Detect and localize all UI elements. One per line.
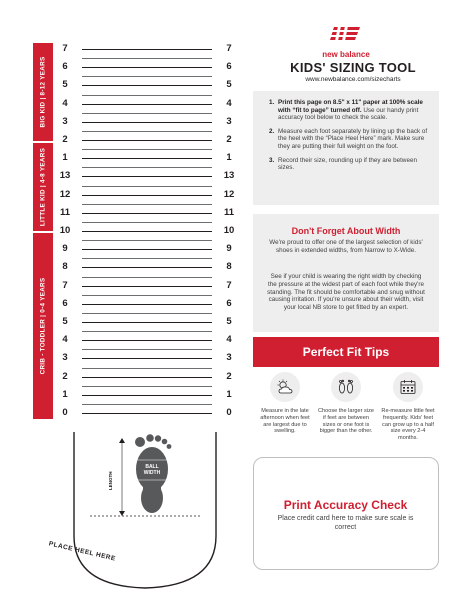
tip-afternoon [257,372,313,435]
size-tick-row [57,280,237,292]
half-size-line [82,258,212,259]
half-size-line [82,277,212,278]
size-number-right: 5 [226,79,232,91]
size-line [82,395,212,396]
width-panel [253,214,439,332]
nb-logo-icon [330,24,362,44]
size-number-right: 1 [226,152,232,164]
size-line [82,340,212,341]
size-line [82,213,212,214]
size-line [82,377,212,378]
size-number-right: 4 [226,334,232,346]
size-tick-row [57,152,237,164]
half-size-line [82,204,212,205]
step-number: 1. [269,99,275,106]
size-line [82,176,212,177]
calendar-icon [393,372,423,402]
size-line [82,249,212,250]
half-size-line [82,404,212,405]
size-number-right: 4 [226,97,232,109]
section-little-kid [33,143,53,231]
size-number-right: 11 [223,206,235,218]
size-tick-row [57,189,237,201]
tip-remeasure [380,372,436,442]
feet-icon [331,372,361,402]
tip-text: Choose the larger size if feet are between sizes or one foot is bigger than the other. [318,408,374,435]
step-text: Record their size, rounding up if they are between sizes. [278,156,417,172]
brand-name: new balance [322,50,370,59]
tip-larger-size [318,372,374,435]
width-paragraph-1: We're proud to offer one of the largest selection of kids' shoes in extended widths, from Narrow to X-Wide. [269,239,423,254]
new-balance-logo [318,24,374,59]
size-number-right: 0 [226,407,232,418]
size-tick-row [57,371,237,383]
instruction-step [269,99,433,122]
step-number: 2. [269,127,275,135]
half-size-line [82,186,212,187]
size-number-right: 10 [223,225,235,236]
foot-outline-area [60,428,230,593]
fit-tips-banner: Perfect Fit Tips [253,337,439,367]
tip-text: Re-measure little feet frequently. Kids' feet can grow up to a half size every 2-4 months. [381,408,435,442]
length-label: LENGTH [108,471,113,490]
half-size-line [82,313,212,314]
size-line [82,104,212,105]
size-tick-row [57,98,237,110]
size-number-right: 12 [223,188,235,200]
half-size-line [82,349,212,350]
size-tick-row [57,334,237,346]
half-size-line [82,58,212,59]
section-crib-toddler [33,233,53,419]
size-number-left: 1 [62,152,68,164]
foot-outline-graphic [60,428,230,593]
section-big-kid [33,43,53,141]
width-title: Don't Forget About Width [291,226,401,236]
size-line [82,49,212,50]
width-paragraph-2: See if your child is wearing the right width by checking the pressure at the widest part of each foot while they're standing. The fit should be comfortable and snug without causing irritation. If you're unsure about their width, visit your local NB store to get fitted by an expert. [267,273,425,312]
step-number: 3. [269,156,275,164]
place-heel-here-label: PLACE HEEL HERE [48,540,117,563]
size-number-right: 3 [226,352,232,364]
size-tick-row [57,207,237,219]
size-number-left: 3 [62,352,68,364]
size-number-left: 7 [62,279,68,291]
size-tick-row [57,352,237,364]
size-number-left: 3 [62,115,68,127]
step-text: Use our handy print accuracy tool below to check the scale. [278,106,419,122]
sun-cloud-icon [270,372,300,402]
size-tick-row [57,61,237,73]
half-size-line [82,95,212,96]
size-chart-url: www.newbalance.com/sizecharts [305,76,401,83]
section-label: CRIB - TODDLER | 0-4 YEARS [39,277,47,375]
size-tick-row [57,243,237,255]
size-number-left: 13 [59,170,71,182]
instruction-step [269,128,433,151]
size-line [82,267,212,268]
size-line [82,231,212,232]
size-number-right: 9 [226,243,232,255]
size-line [82,358,212,359]
size-number-left: 11 [59,206,71,218]
size-tick-row [57,134,237,146]
size-line [82,413,212,414]
size-number-left: 8 [62,261,68,273]
size-line [82,85,212,86]
instruction-steps [269,99,433,178]
half-size-line [82,76,212,77]
ball-width-label [139,464,165,476]
size-tick-row [57,316,237,328]
size-number-right: 2 [226,134,232,145]
size-number-left: 6 [62,61,68,73]
instruction-step [269,157,433,172]
size-number-left: 4 [62,334,68,346]
size-number-left: 2 [62,370,68,382]
ball-label-line-1: BALL [145,464,159,470]
size-tick-row [57,79,237,91]
size-tick-row [57,407,237,419]
size-line [82,286,212,287]
size-number-left: 9 [62,243,68,255]
size-tick-row [57,43,237,55]
section-label: BIG KID | 8-12 YEARS [39,56,47,128]
size-number-right: 3 [226,115,232,127]
size-tick-row [57,116,237,128]
size-number-left: 12 [59,188,71,200]
size-tick-row [57,225,237,237]
section-label: LITTLE KID | 4-8 YEARS [39,147,47,227]
size-number-right: 13 [223,170,235,182]
size-number-right: 6 [226,297,232,309]
size-number-right: 7 [226,279,232,291]
size-line [82,67,212,68]
size-tick-row [57,389,237,401]
page-title: KIDS' SIZING TOOL [290,60,416,75]
half-size-line [82,240,212,241]
size-tick-row [57,170,237,182]
print-accuracy-title: Print Accuracy Check [283,498,408,512]
size-number-left: 1 [62,388,68,400]
half-size-line [82,331,212,332]
size-number-left: 0 [62,407,68,418]
ball-label-line-2: WIDTH [143,470,161,476]
size-tick-row [57,298,237,310]
size-line [82,195,212,196]
half-size-line [82,295,212,296]
half-size-line [82,222,212,223]
size-number-left: 5 [62,79,68,91]
size-number-left: 5 [62,316,68,327]
size-number-left: 7 [62,43,68,54]
size-line [82,304,212,305]
print-accuracy-text: Place credit card here to make sure scale is correct [277,515,414,531]
size-number-right: 5 [226,316,232,327]
print-accuracy-card-box [253,457,439,570]
half-size-line [82,149,212,150]
step-text: Measure each foot separately by lining up the back of the heel with the “Place Heel Here” mark. Make sure they are putting their full weight on the foot. [278,127,428,150]
size-tick-row [57,261,237,273]
half-size-line [82,131,212,132]
half-size-line [82,113,212,114]
size-number-right: 2 [226,370,232,382]
size-number-right: 7 [226,43,232,54]
size-number-right: 6 [226,61,232,73]
instructions-panel [253,91,439,205]
tip-text: Measure in the late afternoon when feet are largest due to swelling. [260,408,310,435]
half-size-line [82,368,212,369]
size-number-left: 4 [62,97,68,109]
half-size-line [82,386,212,387]
step-bold-text: Print this page on 8.5" x 11" paper at 100% scale with “fit to page” turned off. [278,99,423,114]
size-line [82,122,212,123]
size-line [82,158,212,159]
size-number-right: 8 [226,261,232,273]
size-line [82,140,212,141]
size-number-left: 2 [62,134,68,145]
half-size-line [82,167,212,168]
size-number-right: 1 [226,388,232,400]
size-number-left: 6 [62,297,68,309]
size-line [82,322,212,323]
size-number-left: 10 [59,225,71,236]
